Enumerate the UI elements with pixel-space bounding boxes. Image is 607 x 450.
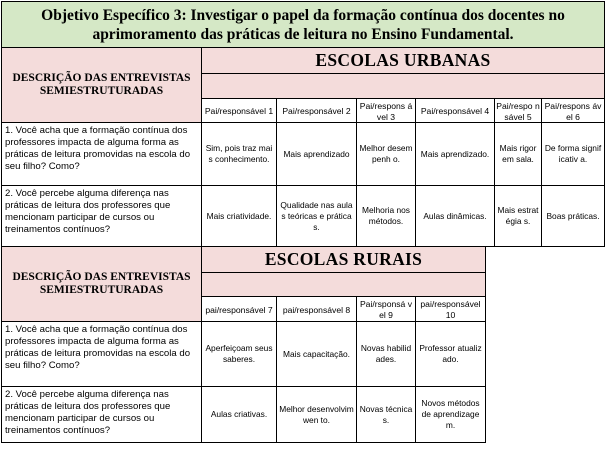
rural-answer-cell: Novas habilidades.	[356, 321, 416, 387]
rural-question-1: 1. Você acha que a formação contínua dos professores impacta de alguma forma as práticas de leitura promovidas na escola do seu filho? Como?	[1, 321, 202, 387]
rural-column-header: pai/responsável 10	[415, 296, 486, 322]
urban-answer-cell: Aulas dinâmicas.	[415, 185, 495, 247]
rural-answer-cell: Professor atualizado.	[415, 321, 486, 387]
rural-answer-cell: Melhor desenvolvimwen to.	[276, 386, 357, 443]
rural-answer-cell: Aulas criativas.	[201, 386, 277, 443]
urban-column-header: Pai/respo nsável 5	[494, 98, 542, 123]
urban-answer-cell: Mais aprendizado	[276, 122, 357, 186]
urban-answer-cell: Mais rigor em sala.	[494, 122, 542, 186]
urban-answer-cell: Melhor desempenh o.	[356, 122, 416, 186]
table-title: Objetivo Específico 3: Investigar o papel da formação contínua dos docentes no aprimoramento das práticas de leitura no Ensino Fundamental.	[1, 1, 605, 48]
urban-answer-cell: Mais estratégia s.	[494, 185, 542, 247]
urban-answer-cell: Mais aprendizado.	[415, 122, 495, 186]
urban-description-header: DESCRIÇÃO DAS ENTREVISTAS SEMIESTRUTURADAS	[1, 47, 202, 123]
rural-description-header: DESCRIÇÃO DAS ENTREVISTAS SEMIESTRUTURADAS	[1, 246, 202, 322]
urban-column-header: Pai/respons ável 3	[356, 98, 416, 123]
urban-column-header: Pai/responsável 1	[201, 98, 277, 123]
rural-section-title: ESCOLAS RURAIS	[201, 246, 486, 273]
urban-column-header: Pai/responsável 4	[415, 98, 495, 123]
rural-answer-cell: Novas técnicas.	[356, 386, 416, 443]
rural-question-2: 2. Você percebe alguma diferença nas práticas de leitura dos professores que mencionam participar de cursos ou treinamentos contínuos?	[1, 386, 202, 443]
urban-blank-header-band	[201, 73, 605, 99]
urban-column-header: Pai/respons ável 6	[541, 98, 605, 123]
rural-column-header: pai/responsável 8	[276, 296, 357, 322]
urban-answer-cell: Qualidade nas aulas teóricas e práticas.	[276, 185, 357, 247]
urban-answer-cell: Melhoria nos métodos.	[356, 185, 416, 247]
urban-answer-cell: De forma significativ a.	[541, 122, 605, 186]
rural-column-header: pai/responsável 7	[201, 296, 277, 322]
urban-section-title: ESCOLAS URBANAS	[201, 47, 605, 74]
rural-column-header: Pai/rsponsá vel 9	[356, 296, 416, 322]
rural-answer-cell: Mais capacitação.	[276, 321, 357, 387]
urban-question-2: 2. Você percebe alguma diferença nas práticas de leitura dos professores que mencionam participar de cursos ou treinamentos contínuos?	[1, 185, 202, 247]
rural-blank-header-band	[201, 272, 486, 297]
urban-column-header: Pai/responsável 2	[276, 98, 357, 123]
rural-answer-cell: Aperfeiçoam seus saberes.	[201, 321, 277, 387]
urban-answer-cell: Boas práticas.	[541, 185, 605, 247]
rural-answer-cell: Novos métodos de aprendizagem.	[415, 386, 486, 443]
urban-question-1: 1. Você acha que a formação contínua dos professores impacta de alguma forma as práticas de leitura promovidas na escola do seu filho? Como?	[1, 122, 202, 186]
urban-answer-cell: Mais criatividade.	[201, 185, 277, 247]
urban-answer-cell: Sim, pois traz mais conhecimento.	[201, 122, 277, 186]
